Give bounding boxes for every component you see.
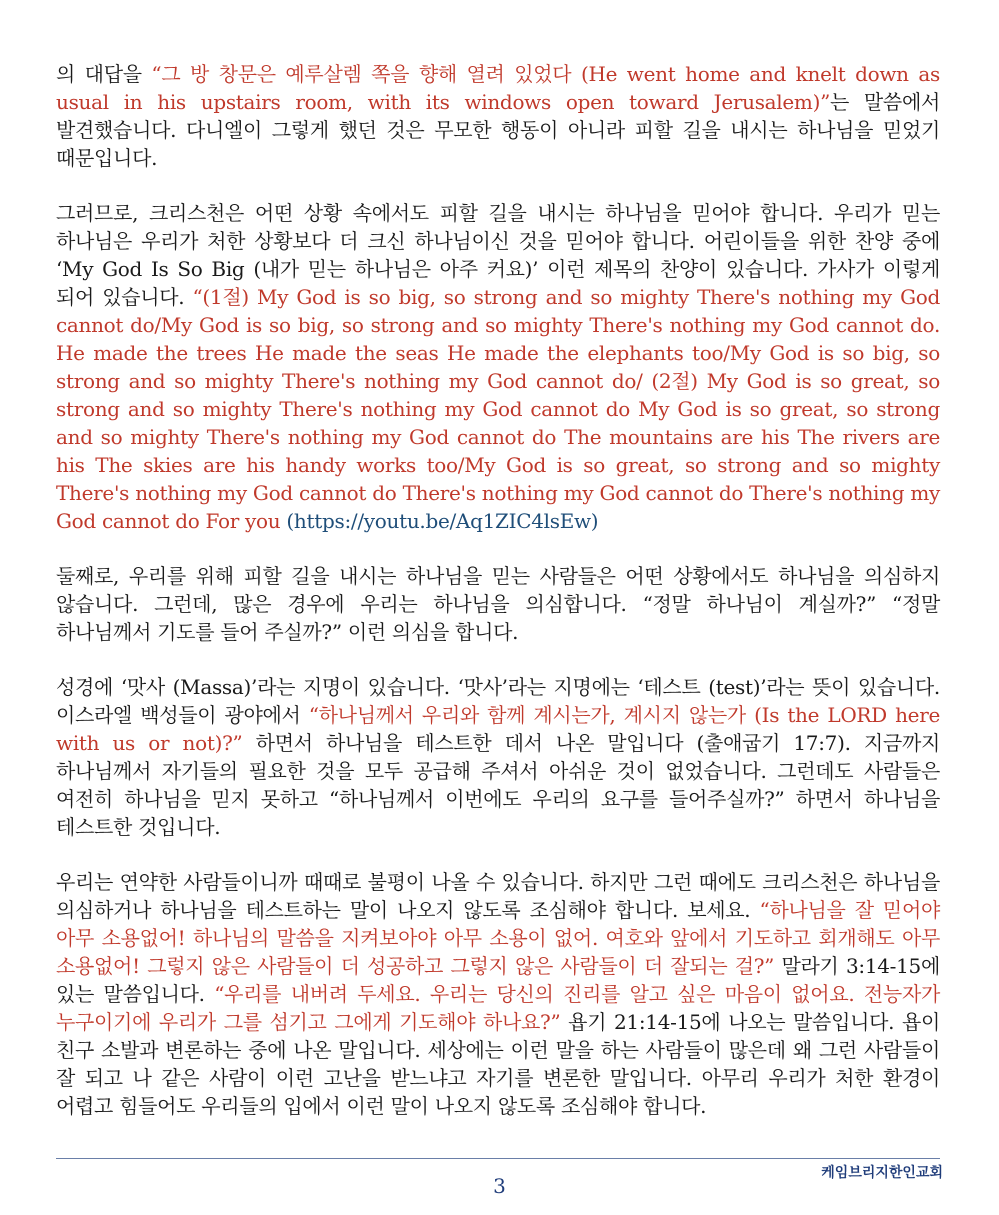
scripture-quote: “우리를 내버려 두세요. 우리는 당신의 진리를 알고 싶은 마음이 없어요. 전능자가 누구이기에 우리가 그를 섬기고 그에게 기도해야 하나요?” xyxy=(56,982,940,1034)
church-name: 케임브리지한인교회 xyxy=(821,1165,943,1181)
scripture-quote: “하나님께서 우리와 함께 계시는가, 계시지 않는가 (Is the LORD here with us or not)?” xyxy=(56,703,940,755)
paragraph xyxy=(56,60,940,172)
body-text: 성경에 ‘맛사 (Massa)’라는 지명이 있습니다. ‘맛사’라는 지명에는 ‘테스트 (test)’라는 뜻이 있습니다. 이스라엘 백성들이 광야에서 xyxy=(56,675,940,727)
scripture-quote: “그 방 창문은 예루살렘 쪽을 향해 열려 있었다 (He went home and knelt down as usual in his upstairs room, with its windows open toward Jerusalem)” xyxy=(56,62,940,114)
body-text: 하면서 하나님을 테스트한 데서 나온 말입니다 (출애굽기 17:7). 지금까지 하나님께서 자기들의 필요한 것을 모두 공급해 주셔서 아쉬운 것이 없었습니다. 그런데도 사람들은 여전히 하나님을 믿지 못하고 “하나님께서 이번에도 우리의 요구를 들어주실까?” 하면서 하나님을 테스트한 것입니다. xyxy=(56,731,940,839)
document-body xyxy=(56,60,940,1147)
paragraph xyxy=(56,868,940,1120)
scripture-quote: “하나님을 잘 믿어야 아무 소용없어! 하나님의 말씀을 지켜보아야 아무 소용이 없어. 여호와 앞에서 기도하고 회개해도 아무 소용없어! 그렇지 않은 사람들이 더 성공하고 그렇지 않은 사람들이 더 잘되는 걸?” xyxy=(56,898,940,978)
body-text: 는 말씀에서 발견했습니다. 다니엘이 그렇게 했던 것은 무모한 행동이 아니라 피할 길을 내시는 하나님을 믿었기 때문입니다. xyxy=(56,90,940,170)
body-text: 그러므로, 크리스천은 어떤 상황 속에서도 피할 길을 내시는 하나님을 믿어야 합니다. 우리가 믿는 하나님은 우리가 처한 상황보다 더 크신 하나님이신 것을 믿어야 합니다. 어린이들을 위한 찬양 중에 ‘My God Is So Big (내가 믿는 하나님은 아주 커요)’ 이런 제목의 찬양이 있습니다. 가사가 이렇게 되어 있습니다. xyxy=(56,201,940,309)
body-text: 의 대답을 xyxy=(56,62,152,86)
body-text: 말라기 3:14-15에 있는 말씀입니다. xyxy=(56,954,941,1006)
page-number: 3 xyxy=(493,1174,506,1198)
paragraph xyxy=(56,199,940,535)
body-text: 우리는 연약한 사람들이니까 때때로 불평이 나올 수 있습니다. 하지만 그런 때에도 크리스천은 하나님을 의심하거나 하나님을 테스트하는 말이 나오지 않도록 조심해야 합니다. 보세요. xyxy=(56,870,940,922)
footer-divider xyxy=(56,1158,940,1159)
body-text: 욥기 21:14-15에 나오는 말씀입니다. 욥이 친구 소발과 변론하는 중에 나온 말입니다. 세상에는 이런 말을 하는 사람들이 많은데 왜 그런 사람들이 잘 되고 나 같은 사람이 이런 고난을 받느냐고 자기를 변론한 말입니다. 아무리 우리가 처한 환경이 어렵고 힘들어도 우리들의 입에서 이런 말이 나오지 않도록 조심해야 합니다. xyxy=(56,1010,940,1118)
scripture-quote: “(1절) My God is so big, so strong and so mighty There's nothing my God cannot do/My God is so big, so strong and so mighty There's nothing my God cannot do. He made the trees He made the seas He made the elephants too/My God is so big, so strong and so mighty There's nothing my God cannot do/ (2절) My God is so great, so strong and so mighty There's nothing my God cannot do My God is so great, so strong and so mighty There's nothing my God cannot do The mountains are his The rivers are his The skies are his handy works too/My God is so great, so strong and so mighty There's nothing my God cannot do There's nothing my God cannot do There's nothing my God cannot do For you xyxy=(56,285,940,533)
paragraph xyxy=(56,562,940,646)
video-link[interactable]: (https://youtu.be/Aq1ZIC4lsEw) xyxy=(286,509,599,533)
paragraph xyxy=(56,673,940,841)
body-text: 둘째로, 우리를 위해 피할 길을 내시는 하나님을 믿는 사람들은 어떤 상황에서도 하나님을 의심하지 않습니다. 그런데, 많은 경우에 우리는 하나님을 의심합니다. “정말 하나님이 계실까?” “정말 하나님께서 기도를 들어 주실까?” 이런 의심을 합니다. xyxy=(56,564,940,644)
